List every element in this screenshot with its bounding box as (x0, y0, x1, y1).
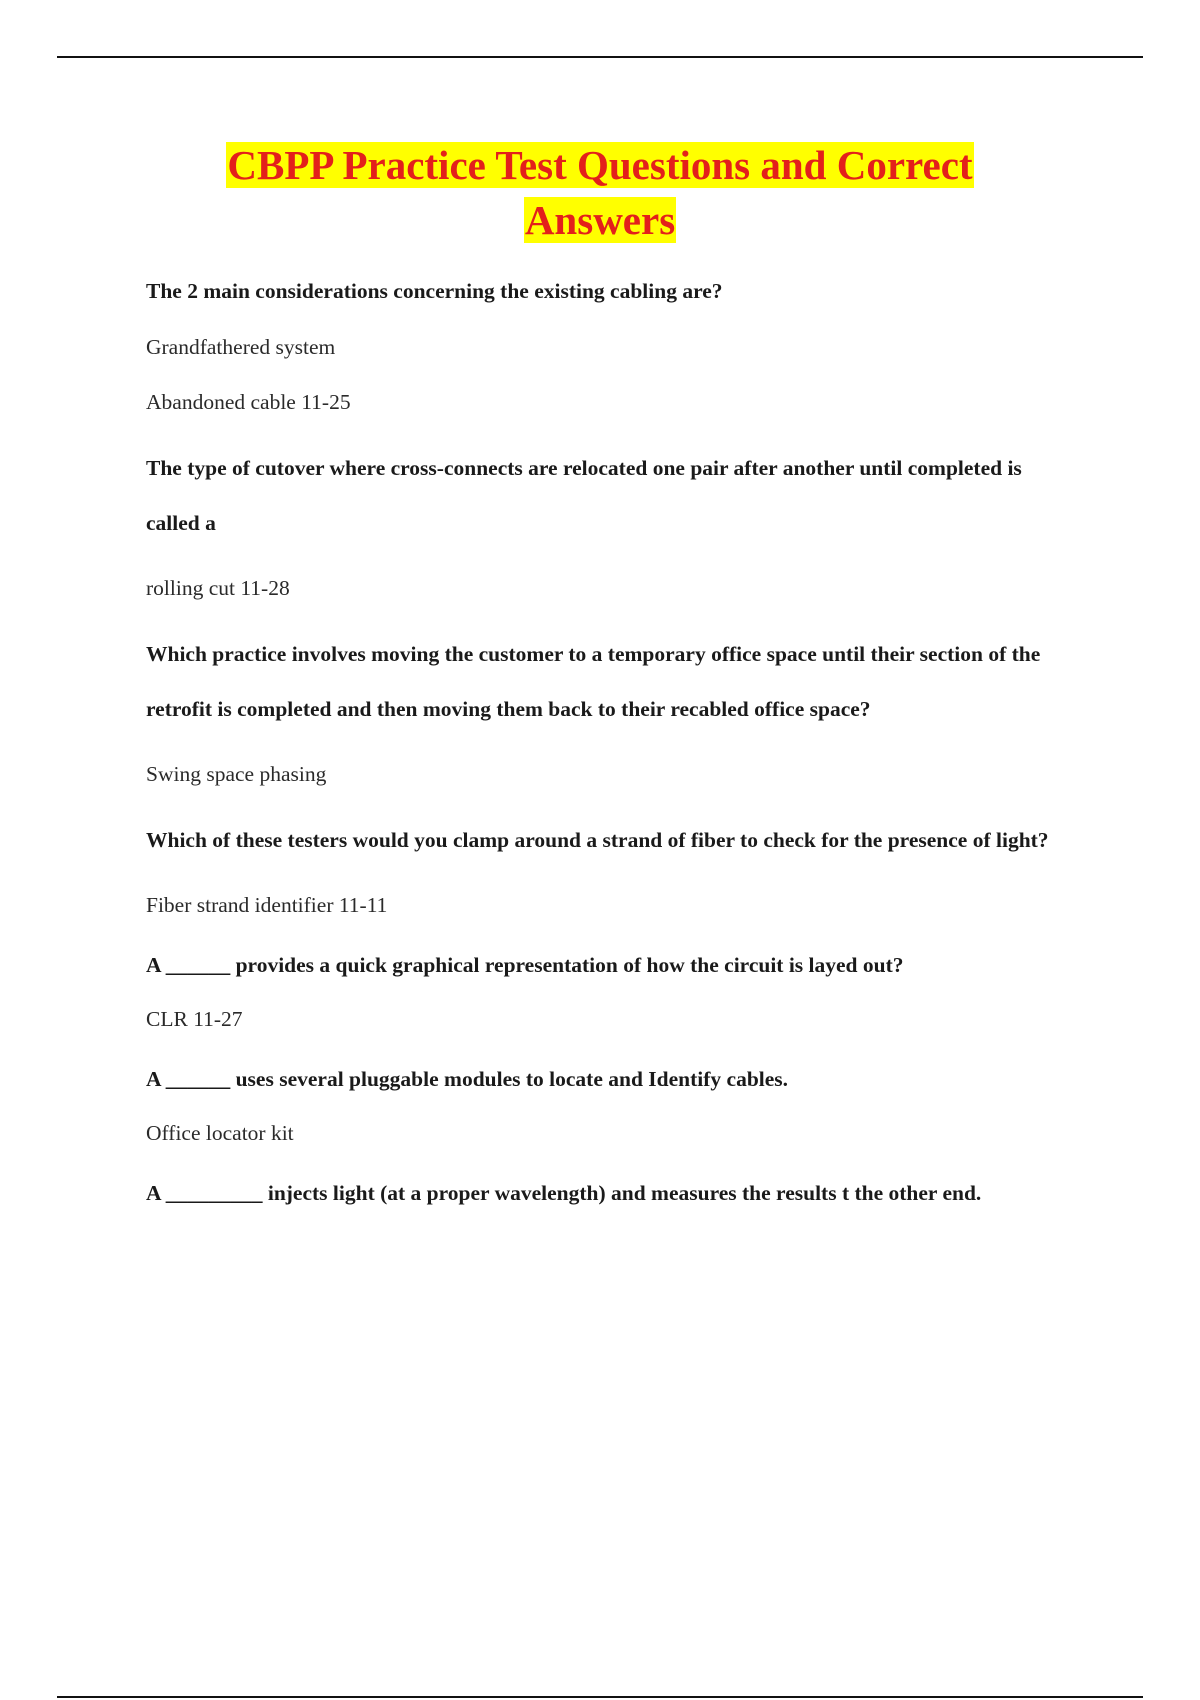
question-3: Which practice involves moving the customer to a temporary office space until their section of the retrofit is completed and then moving them back to their recabled office space? (146, 642, 1041, 721)
question-7: A _________ injects light (at a proper wavelength) and measures the results t the other end. (146, 1181, 982, 1205)
answer-2: rolling cut 11-28 (146, 576, 290, 600)
question-5: A ______ provides a quick graphical representation of how the circuit is layed out? (146, 953, 904, 977)
qa-list (146, 264, 1106, 1225)
header-rule (57, 56, 1143, 58)
answer-6: Office locator kit (146, 1121, 294, 1145)
qa-item-6 (146, 1058, 1106, 1161)
qa-item-4 (146, 813, 1106, 933)
qa-item-5 (146, 944, 1106, 1047)
title-line-1: CBPP Practice Test Questions and Correct (227, 142, 973, 188)
question-2: The type of cutover where cross-connects are relocated one pair after another until completed is called a (146, 456, 1022, 535)
answer-4: Fiber strand identifier 11-11 (146, 893, 388, 917)
question-4: Which of these testers would you clamp around a strand of fiber to check for the presence of light? (146, 828, 1049, 852)
answer-1b: Abandoned cable 11-25 (146, 390, 351, 414)
question-1: The 2 main considerations concerning the existing cabling are? (146, 279, 723, 303)
answer-1a: Grandfathered system (146, 335, 336, 359)
document-title (100, 138, 1100, 248)
qa-item-7 (146, 1172, 1106, 1214)
qa-item-2 (146, 441, 1106, 616)
title-line-2: Answers (524, 197, 676, 243)
qa-item-1 (146, 270, 1106, 430)
question-6: A ______ uses several pluggable modules to locate and Identify cables. (146, 1067, 789, 1091)
answer-5: CLR 11-27 (146, 1007, 243, 1031)
footer-rule (57, 1696, 1143, 1698)
answer-3: Swing space phasing (146, 762, 327, 786)
qa-item-3 (146, 627, 1106, 802)
